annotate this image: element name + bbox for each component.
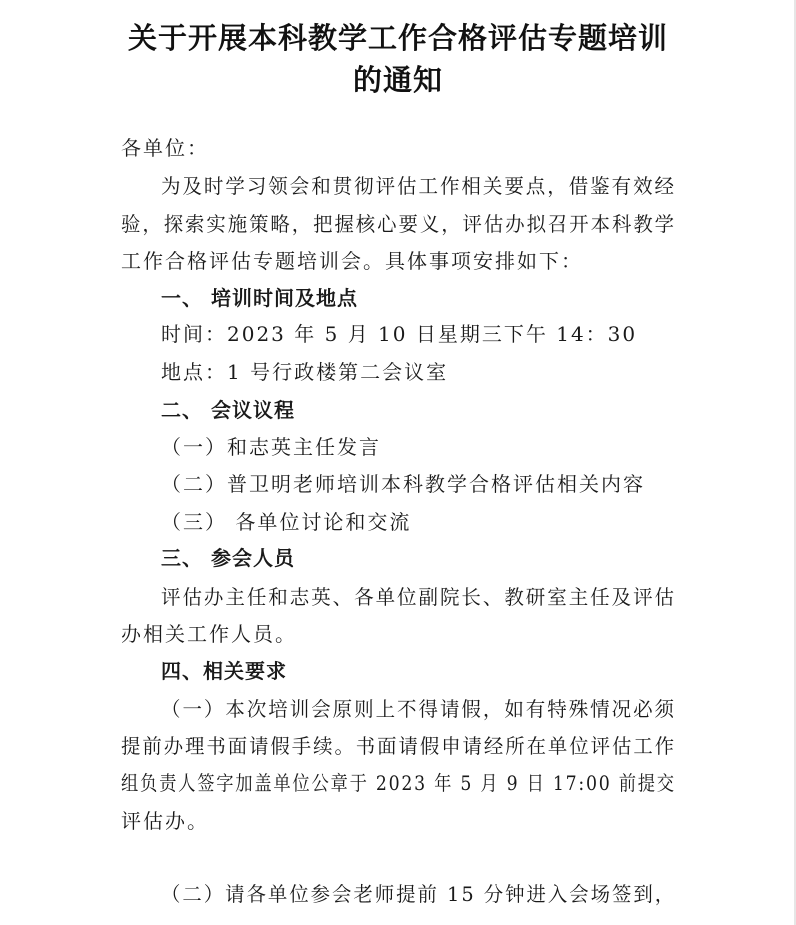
attendees-line-1: 评估办主任和志英、各单位副院长、教研室主任及评估 — [161, 585, 677, 609]
meeting-place: 地点：1 号行政楼第二会议室 — [161, 360, 449, 384]
agenda-item-2: （二）普卫明老师培训本科教学合格评估相关内容 — [161, 472, 645, 496]
intro-line-3: 工作合格评估专题培训会。具体事项安排如下： — [121, 249, 583, 273]
requirement-1-line-3: 组负责人签字加盖单位公章于 2023 年 5 月 9 日 17:00 前提交 — [121, 771, 676, 795]
agenda-item-1: （一）和志英主任发言 — [161, 435, 381, 459]
attendees-line-2: 办相关工作人员。 — [121, 622, 297, 646]
agenda-item-3: （三） 各单位讨论和交流 — [161, 510, 412, 534]
intro-line-2: 验，探索实施策略，把握核心要义，评估办拟召开本科教学 — [121, 212, 677, 236]
intro-line-1: 为及时学习领会和贯彻评估工作相关要点，借鉴有效经 — [161, 174, 677, 198]
section-4-heading: 四、相关要求 — [161, 659, 287, 683]
section-1-heading: 一、 培训时间及地点 — [161, 286, 358, 310]
requirement-2-line-1: （二）请各单位参会老师提前 15 分钟进入会场签到， — [161, 882, 677, 906]
section-3-heading: 三、 参会人员 — [161, 546, 295, 570]
meeting-time: 时间：2023 年 5 月 10 日星期三下午 14：30 — [161, 322, 638, 346]
salutation: 各单位： — [121, 136, 209, 160]
requirement-1-line-1: （一）本次培训会原则上不得请假，如有特殊情况必须 — [161, 697, 677, 721]
document-title-line-1: 关于开展本科教学工作合格评估专题培训 — [127, 21, 668, 55]
section-2-heading: 二、 会议议程 — [161, 398, 295, 422]
requirement-1-line-4: 评估办。 — [121, 809, 209, 833]
document-title-line-2: 的通知 — [352, 63, 443, 97]
requirement-1-line-2: 提前办理书面请假手续。书面请假申请经所在单位评估工作 — [121, 734, 677, 758]
